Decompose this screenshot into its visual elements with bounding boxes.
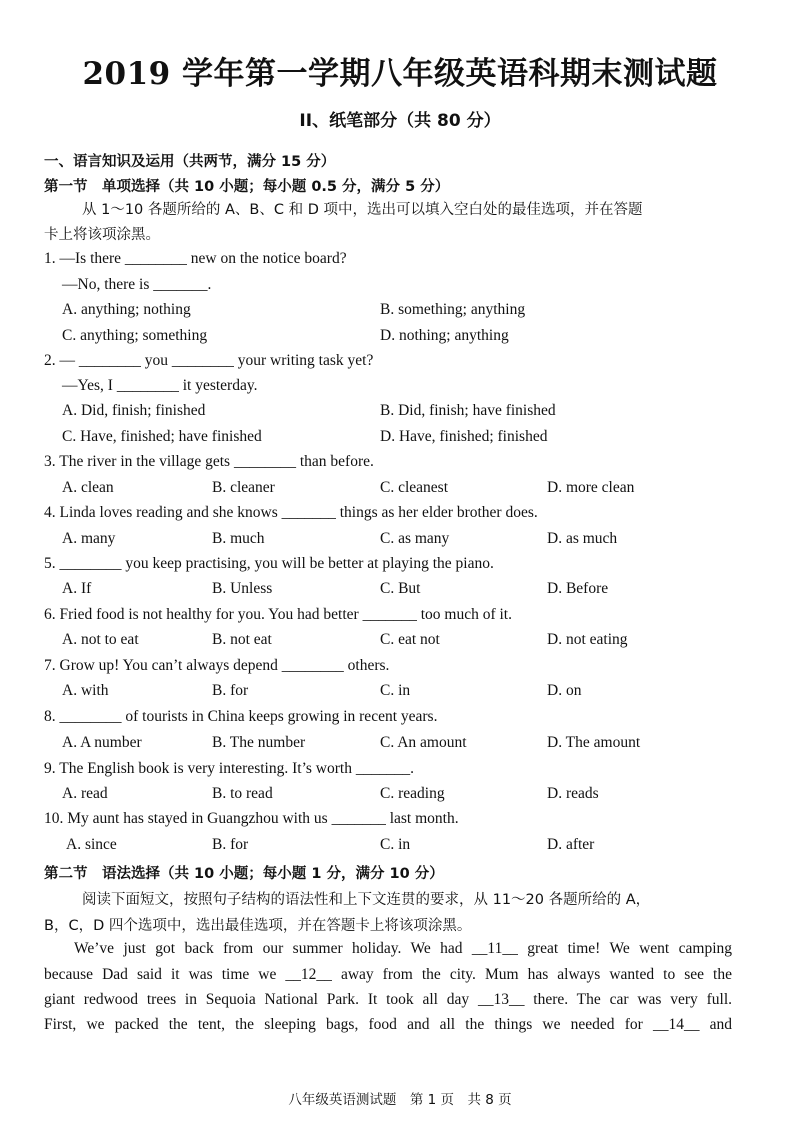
question-2-option-a: A. Did, finish; finished [62, 402, 206, 419]
question-10-option-b: B. for [212, 836, 249, 853]
question-2-stem: 2. — ________ you ________ your writing task yet? [44, 352, 374, 369]
question-1-option-b: B. something; anything [380, 301, 526, 318]
question-2-option-c: C. Have, finished; have finished [62, 428, 262, 445]
question-7-option-b: B. for [212, 682, 249, 699]
question-10-stem: 10. My aunt has stayed in Guangzhou with us _______ last month. [44, 810, 459, 827]
question-4-option-d: D. as much [547, 530, 618, 547]
question-4-option-a: A. many [62, 530, 116, 547]
question-2-option-b: B. Did, finish; have finished [380, 402, 556, 419]
question-9-stem: 9. The English book is very interesting. It’s worth _______. [44, 760, 414, 777]
question-10-option-d: D. after [547, 836, 595, 853]
question-6-option-b: B. not eat [212, 631, 272, 648]
question-6-option-a: A. not to eat [62, 631, 139, 648]
question-10-option-a: A. since [66, 836, 117, 853]
passage-line-1: We’ve just got back from our summer holiday. We had __11__ great time! We went camping [74, 940, 732, 957]
question-9-option-a: A. read [62, 785, 108, 802]
question-2-stem2: —Yes, I ________ it yesterday. [62, 377, 258, 394]
question-5-stem: 5. ________ you keep practising, you will be better at playing the piano. [44, 555, 494, 572]
question-1-option-a: A. anything; nothing [62, 301, 191, 318]
question-8-stem: 8. ________ of tourists in China keeps growing in recent years. [44, 708, 438, 725]
part2-header: 第二节 语法选择（共 10 小题；每小题 1 分，满分 10 分） [44, 866, 444, 882]
question-2-option-d: D. Have, finished; finished [380, 428, 548, 445]
question-4-option-c: C. as many [380, 530, 450, 547]
question-7-option-d: D. on [547, 682, 582, 699]
question-5-option-d: D. Before [547, 580, 609, 597]
question-6-option-d: D. not eating [547, 631, 628, 648]
question-9-option-c: C. reading [380, 785, 445, 802]
question-10-option-c: C. in [380, 836, 411, 853]
passage-line-4: First, we packed the tent, the sleeping bags, food and all the things we needed for __14__ and [44, 1016, 732, 1033]
part1-instructions-line2: 卡上将该项涂黑。 [44, 227, 160, 243]
question-1-option-c: C. anything; something [62, 327, 208, 344]
question-6-option-c: C. eat not [380, 631, 440, 648]
question-5-option-a: A. If [62, 580, 92, 597]
question-4-option-b: B. much [212, 530, 265, 547]
question-9-option-d: D. reads [547, 785, 599, 802]
question-8-option-b: B. The number [212, 734, 306, 751]
question-3-option-d: D. more clean [547, 479, 635, 496]
part1-header: 第一节 单项选择（共 10 小题；每小题 0.5 分，满分 5 分） [44, 179, 450, 195]
question-5-option-c: C. But [380, 580, 421, 597]
passage-line-3: giant redwood trees in Sequoia National Park. It took all day __13__ there. The car was very full. [44, 991, 732, 1008]
question-7-stem: 7. Grow up! You can’t always depend ________ others. [44, 657, 390, 674]
section1-header: 一、语言知识及运用（共两节，满分 15 分） [44, 154, 336, 170]
question-5-option-b: B. Unless [212, 580, 273, 597]
question-6-stem: 6. Fried food is not healthy for you. You had better _______ too much of it. [44, 606, 512, 623]
part2-instructions-line1: 阅读下面短文，按照句子结构的语法性和上下文连贯的要求，从 11～20 各题所给的 A， [82, 892, 651, 908]
question-9-option-b: B. to read [212, 785, 273, 802]
exam-subtitle: II、纸笔部分（共 80 分） [299, 111, 501, 131]
page-footer: 八年级英语测试题 第 1 页 共 8 页 [288, 1092, 512, 1108]
question-7-option-a: A. with [62, 682, 109, 699]
part1-instructions-line1: 从 1～10 各题所给的 A、B、C 和 D 项中，选出可以填入空白处的最佳选项，并在答题 [82, 202, 643, 218]
question-8-option-c: C. An amount [380, 734, 467, 751]
part2-instructions-line2: B，C，D 四个选项中，选出最佳选项，并在答题卡上将该项涂黑。 [44, 918, 472, 934]
question-1-stem2: —No, there is _______. [62, 276, 212, 293]
question-8-option-d: D. The amount [547, 734, 641, 751]
question-1-stem: 1. —Is there ________ new on the notice board? [44, 250, 347, 267]
question-7-option-c: C. in [380, 682, 411, 699]
question-3-stem: 3. The river in the village gets ________ than before. [44, 453, 374, 470]
question-4-stem: 4. Linda loves reading and she knows _______ things as her elder brother does. [44, 504, 538, 521]
question-3-option-c: C. cleanest [380, 479, 449, 496]
question-3-option-a: A. clean [62, 479, 114, 496]
question-3-option-b: B. cleaner [212, 479, 275, 496]
question-8-option-a: A. A number [62, 734, 142, 751]
question-1-option-d: D. nothing; anything [380, 327, 509, 344]
exam-title: 2019 学年第一学期八年级英语科期末测试题 [82, 56, 718, 92]
passage-line-2: because Dad said it was time we __12__ away from the city. Mum has always wanted to see the [44, 966, 732, 983]
